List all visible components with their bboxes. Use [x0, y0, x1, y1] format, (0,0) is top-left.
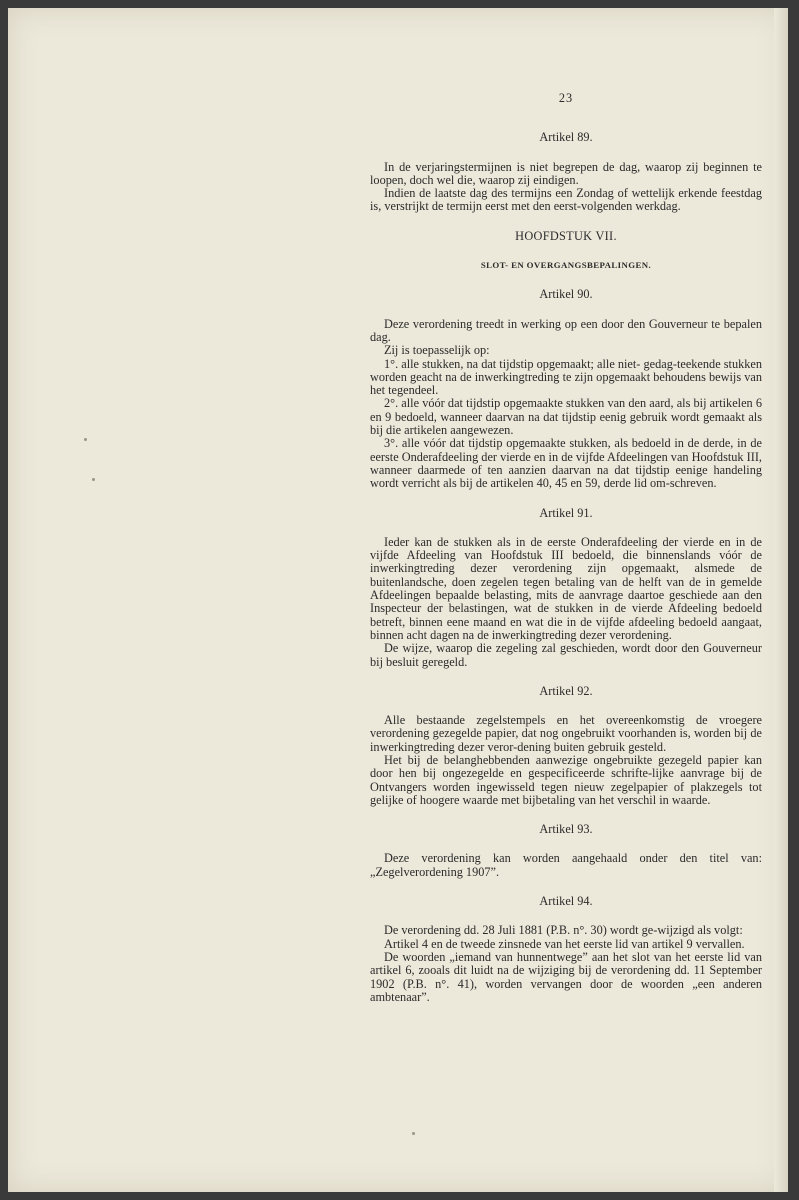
article-body	[370, 318, 762, 491]
article-paragraph: Indien de laatste dag des termijns een Zondag of wettelijk erkende feestdag is, verstrijkt de termijn eerst met den eerst-volgenden werkdag.	[370, 186, 762, 214]
paper-speck	[92, 478, 95, 481]
article-paragraph: 2°. alle vóór dat tijdstip opgemaakte stukken van den aard, als bij artikelen 6 en 9 bedoeld, wanneer daarvan na dat tijdstip eenig gebruik wordt gemaakt als bij die artikelen aangewezen.	[370, 396, 762, 438]
article-paragraph: Alle bestaande zegelstempels en het overeenkomstig de vroegere verordening gezegelde papier, dat nog ongebruikt voorhanden is, worden bij de inwerkingtreding dezer veror-dening buiten gebruik gesteld.	[370, 713, 762, 754]
article-heading: Artikel 94.	[539, 894, 593, 909]
article-body	[370, 852, 762, 879]
article-paragraph: Deze verordening treedt in werking op een door den Gouverneur te bepalen dag.	[370, 316, 762, 344]
article-body	[370, 161, 762, 214]
article-paragraph: De wijze, waarop die zegeling zal geschieden, wordt door den Gouverneur bij besluit geregeld.	[370, 641, 762, 669]
article-paragraph: Het bij de belanghebbenden aanwezige ongebruikte gezegeld papier kan door hen bij ongezegelde en gespecificeerde schrifte-lijke aanvrage bij de Ontvangers worden ingewisseld tegen nieuw zegelpapier of plakzegels tot gelijke of hoogere waarde met bijbetaling van het verschil in waarde.	[370, 752, 762, 807]
article-paragraph: In de verjaringstermijnen is niet begrepen de dag, waarop zij beginnen te loopen, doch wel die, waarop zij eindigen.	[370, 159, 762, 187]
article-body	[370, 536, 762, 669]
paper-speck	[84, 438, 87, 441]
article-heading: Artikel 93.	[539, 822, 593, 837]
article-paragraph: Ieder kan de stukken als in de eerste Onderafdeeling der vierde en in de vijfde Afdeeling van Hoofdstuk III bedoeld, die binnenslands vóór de inwerkingtreding dezer verordening zijn opgemaakt, alsmede de buitenlandsche, doen zegelen tegen betaling van de helft van de in gemelde Afdeelingen bepaalde belasting, mits de aanvrage daartoe geschiede aan den Inspecteur der belastingen, wat de stukken in de vierde Afdeeling bedoeld betreft, binnen eene maand en wat die in de vijfde afdeeling bedoeld aangaat, binnen acht dagen na de inwerkingtreding dezer verordening.	[370, 534, 762, 642]
article-paragraph: 1°. alle stukken, na dat tijdstip opgemaakt; alle niet- gedag-teekende stukken worden geacht na de inwerkingtreding te zijn opgemaakt behoudens bewijs van het tegendeel.	[370, 356, 762, 398]
article-heading: Artikel 90.	[539, 287, 593, 302]
article-paragraph: Artikel 4 en de tweede zinsnede van het eerste lid van artikel 9 vervallen.	[384, 936, 745, 951]
chapter-subtitle: SLOT- EN OVERGANGSBEPALINGEN.	[480, 260, 652, 271]
article-heading: Artikel 92.	[539, 683, 593, 698]
article-heading: Artikel 89.	[539, 130, 593, 145]
article-paragraph: Deze verordening kan worden aangehaald onder den titel van: „Zegelverordening 1907”.	[370, 851, 762, 879]
article-heading: Artikel 91.	[539, 505, 593, 520]
document-page	[8, 8, 788, 1192]
article-paragraph: De woorden „iemand van hunnentwege” aan het slot van het eerste lid van artikel 6, zooals dit luidt na de wijziging bij de verordening dd. 11 September 1902 (P.B. n°. 41), worden vervangen door de woorden „een anderen ambtenaar”.	[370, 949, 762, 1004]
article-paragraph: 3°. alle vóór dat tijdstip opgemaakte stukken, als bedoeld in de derde, in de eerste Onderafdeeling der vierde en in de vijfde Afdeelingen van Hoofdstuk III, wanneer daarmede of ten aanzien daarvan na dat tijdstip eenige handeling wordt verricht als bij de artikelen 40, 45 en 59, derde lid om-schreven.	[370, 436, 762, 491]
page-number: 23	[558, 91, 574, 105]
text-column	[370, 92, 762, 1020]
page-edge	[774, 8, 788, 1192]
article-body	[370, 714, 762, 807]
chapter-title: HOOFDSTUK VII.	[515, 228, 617, 243]
article-paragraph: Zij is toepasselijk op:	[384, 343, 490, 358]
article-body	[370, 924, 762, 1004]
article-paragraph: De verordening dd. 28 Juli 1881 (P.B. n°. 30) wordt ge-wijzigd als volgt:	[384, 923, 743, 938]
paper-speck	[412, 1132, 415, 1135]
